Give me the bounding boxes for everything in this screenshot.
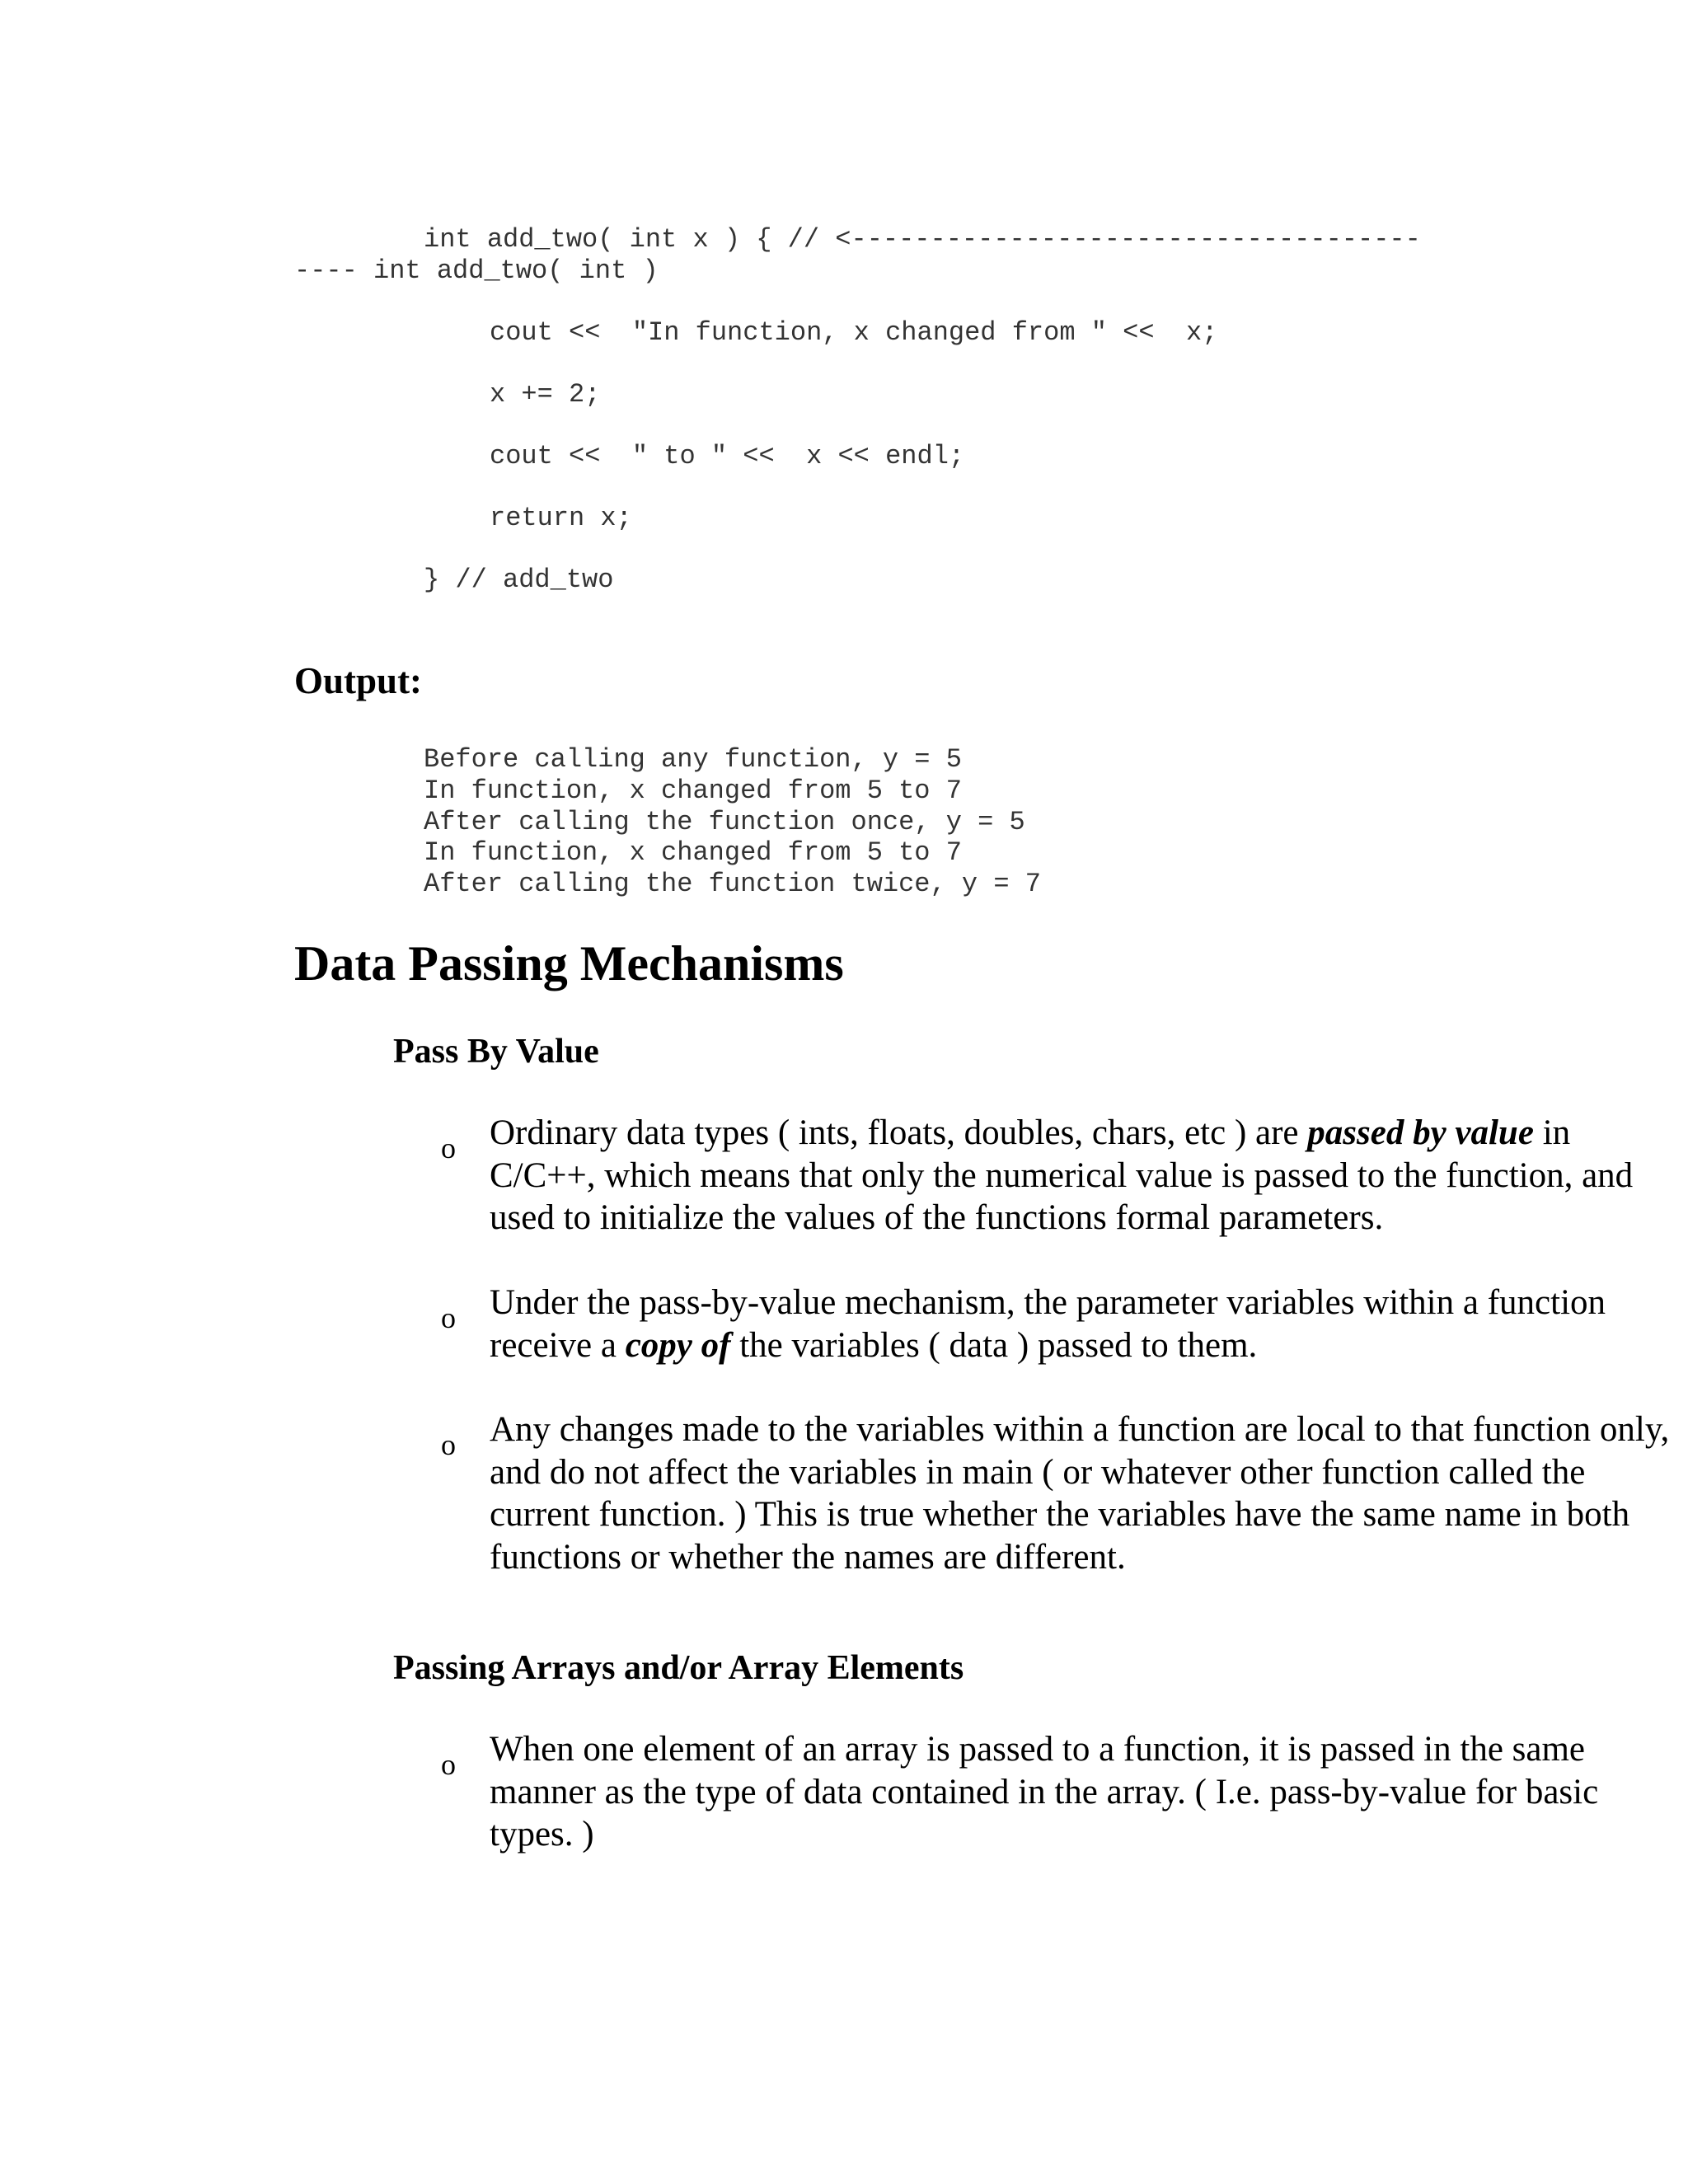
section-title: Data Passing Mechanisms xyxy=(294,936,844,991)
bullet-marker: o xyxy=(441,1428,456,1461)
bullet-marker: o xyxy=(441,1301,456,1334)
output-line: In function, x changed from 5 to 7 xyxy=(424,776,962,806)
output-line: In function, x changed from 5 to 7 xyxy=(424,837,962,868)
code-line-6: } // add_two xyxy=(424,565,614,595)
pass-by-value-bullet-3: Any changes made to the variables within a function are local to that function only, and do not affect the variables in main ( or whatever other function called the current function. ) This is true whether the variables have the same name in both functions or whether the names are different. xyxy=(490,1410,1670,1577)
bullet-marker: o xyxy=(441,1132,456,1165)
code-line-3: x += 2; xyxy=(490,379,601,410)
bullet-marker: o xyxy=(441,1748,456,1781)
pass-by-value-bullet-2: Under the pass-by-value mechanism, the parameter variables within a function receive a copy of the variables ( data ) passed to them. xyxy=(490,1283,1606,1365)
code-line-1-continued: ---- int add_two( int ) xyxy=(294,255,659,286)
output-line: Before calling any function, y = 5 xyxy=(424,744,962,775)
code-line-4: cout << " to " << x << endl; xyxy=(490,441,965,471)
code-line-1: int add_two( int x ) { // <------------------------------------ xyxy=(424,224,1421,255)
output-heading: Output: xyxy=(294,660,423,701)
code-line-2: cout << "In function, x changed from " << x; xyxy=(490,317,1218,348)
output-line: After calling the function twice, y = 7 xyxy=(424,869,1041,899)
pass-by-value-heading: Pass By Value xyxy=(393,1033,599,1071)
output-line: After calling the function once, y = 5 xyxy=(424,807,1025,837)
pass-by-value-bullet-1: Ordinary data types ( ints, floats, doubles, chars, etc ) are passed by value in C/C++, which means that only the numerical value is passed to the function, and used to initialize the values of the functions formal parameters. xyxy=(490,1113,1634,1237)
passing-arrays-heading: Passing Arrays and/or Array Elements xyxy=(393,1649,964,1687)
code-line-5: return x; xyxy=(490,503,632,533)
passing-arrays-bullet-1: When one element of an array is passed to a function, it is passed in the same manner as the type of data contained in the array. ( I.e. pass-by-value for basic types. ) xyxy=(490,1730,1599,1854)
